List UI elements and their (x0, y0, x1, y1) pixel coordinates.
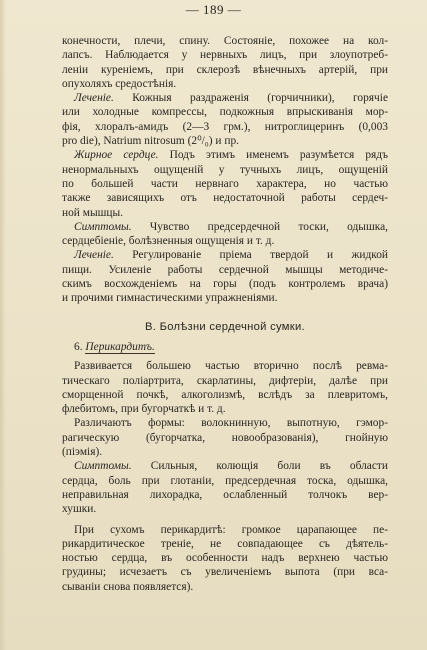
paragraph-6 (62, 359, 388, 416)
paragraph-lead: Симптомы. (74, 220, 132, 233)
section-heading: В. Болѣзни сердечной сумки. (145, 320, 305, 333)
text-line: тическаго поліартрита, скарлатины, дифтеріи, далѣе при (62, 374, 388, 387)
text-run: Подъ этимъ именемъ разумѣется рядъ (158, 149, 388, 162)
text-line (62, 91, 388, 105)
text-line: сердца, боль при глотаніи, предсердечная тоска, одышка, (62, 474, 388, 487)
text-line: пищи. Усиленіе работы сердечной мышцы методиче- (62, 263, 388, 276)
text-line: грудины; исчезаетъ съ увеличеніемъ выпота (при вса- (62, 566, 388, 579)
section-gap (62, 306, 388, 320)
text-line: также зависящихъ отъ недостаточной работы сердеч- (62, 192, 388, 205)
page-edge-shadow (0, 0, 6, 650)
text-line: Различаютъ формы: волокнинную, выпотную, гэмор- (74, 417, 388, 430)
text-line: лапсъ. Наблюдается у нервныхъ лицъ, при злоупотреб- (62, 49, 388, 62)
text-run: Регулированіе пріема твердой и жидкой (113, 249, 388, 262)
text-line: рикардитическое треніе, не совпадающее съ дѣятель- (62, 537, 388, 550)
text-line: и прочими гимнастическими упражненіями. (62, 292, 278, 305)
text-line: Развивается большею частью вторично послѣ ревма- (74, 360, 388, 373)
text-line (62, 220, 388, 234)
text-line: по большей части нервнаго характера, но частью (62, 177, 388, 190)
text-line: фія, хлоралъ-амидъ (2—3 грм.), нитроглицеринъ (0,003 (62, 120, 388, 133)
paragraph-3 (62, 148, 388, 219)
paragraph-7 (62, 416, 388, 459)
text-run: Чувство предсердечной тоски, одышка, (131, 220, 388, 233)
text-line: неправильная лихорадка, ослабленный толчокъ вер- (62, 488, 388, 501)
paragraph-lead: Леченіе. (74, 249, 114, 262)
text-line: скимъ восхожденіемъ на горы (подъ контролемъ врача) (62, 278, 388, 291)
text-line: (піэмія). (62, 446, 103, 459)
paragraph-9 (62, 523, 388, 594)
text-line: сморщенной почкѣ, алкоголизмѣ, вслѣдъ за плевритомъ, (62, 388, 388, 401)
text-line: сердцебіеніе, болѣзненныя ощущенія и т. д. (62, 235, 275, 248)
paragraph-2 (62, 91, 388, 148)
page-number: — 189 — (185, 2, 242, 17)
text-line (62, 148, 388, 162)
text-line: конечности, плечи, спину. Состояніе, похожее на кол- (62, 35, 388, 47)
text-line: ной мышцы. (62, 206, 123, 219)
text-run: Кожныя раздраженія (горчичники), горячіе (113, 92, 388, 105)
paragraph-lead: Симптомы. (74, 460, 132, 473)
text-line: При сухомъ перикардитѣ: громкое царапающее пе- (74, 523, 388, 536)
paragraph-4 (62, 220, 388, 249)
paragraph-5 (62, 248, 388, 305)
text-line: опухоляхъ средостѣнія. (62, 77, 177, 90)
text-line: сываніи снова появляется). (62, 580, 194, 593)
text-line: ненормальныхъ ощущеній у тучныхъ лицъ, ощущеній (62, 163, 388, 176)
text-line (62, 459, 388, 473)
text-line: флебитомъ, при бугорчаткѣ и т. д. (62, 403, 226, 416)
paragraph-lead: Леченіе. (74, 92, 114, 105)
text-line: рагическую (бугорчатка, новообразованія), гнойную (62, 431, 388, 444)
text-run: Сильныя, колющія боли въ области (131, 460, 388, 473)
subheading (62, 340, 388, 354)
paragraph-lead: Жирное сердце. (74, 149, 159, 162)
text-line: хушки. (62, 503, 97, 516)
text-line (62, 248, 388, 262)
page-body (62, 34, 388, 594)
paragraph-8 (62, 459, 388, 516)
subheading-number: 6. (74, 340, 83, 353)
text-line: или холодные компрессы, подкожныя впрыскиванія мор- (62, 106, 388, 119)
paragraph-1 (62, 34, 388, 91)
text-line: ностью сердца, въ особенности надъ верхнею частью (62, 552, 388, 565)
subheading-title: Перикардитъ. (85, 340, 155, 353)
text-line: pro die), Natrium nitrosum (2⁰/₀) и пр. (62, 135, 240, 148)
text-line: леніи куреніемъ, при склерозѣ вѣнечныхъ артерій, при (62, 63, 388, 76)
